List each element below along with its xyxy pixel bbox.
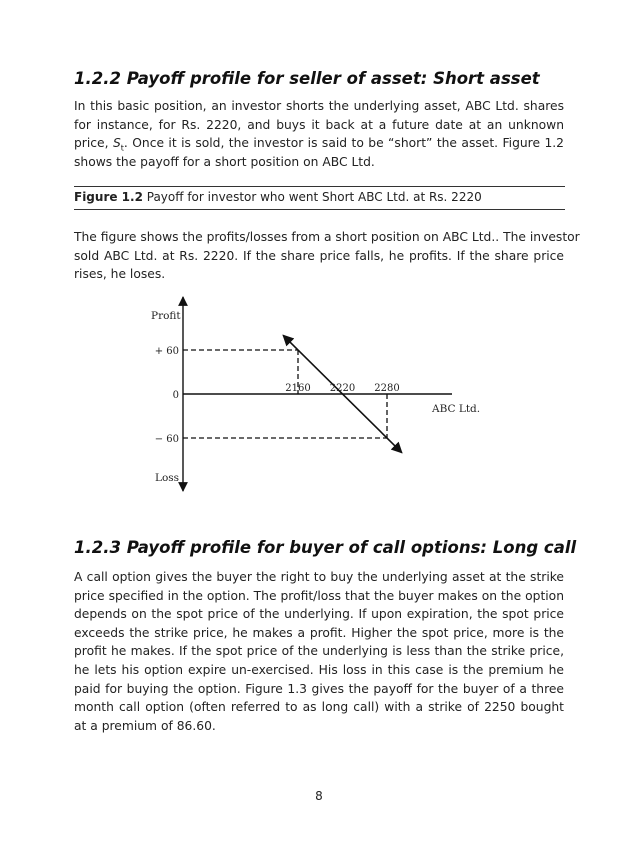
variable-s: S [112,136,121,151]
text-line: exceeds the strike price, he makes a profit. Higher the spot price, more is the [74,625,564,640]
variable-subscript: t [120,143,124,153]
x-tick-label: 2160 [285,383,311,394]
y-tick-label: 0 [172,390,179,401]
text-line: price, $S_t$. Once it is sold, the investor is said to be “short” the asset. Figure 1.2 [74,136,564,153]
y-tick-label: + 60 [154,346,179,357]
text-line: month call option (often referred to as long call) with a strike of 2250 bought [74,700,564,715]
y-tick-label: − 60 [154,434,179,445]
text-line: for instance, for Rs. 2220, and buys it back at a future date at an unknown [74,117,564,132]
y-label-loss: Loss [155,472,180,484]
text-line: sold ABC Ltd. at Rs. 2220. If the share price falls, he profits. If the share price [74,248,564,263]
y-label-profit: Profit [151,310,181,322]
section-heading-short-asset: 1.2.2 Payoff profile for seller of asset: Short asset [74,69,540,88]
figure-label: Figure 1.2 [74,190,143,204]
page-number: 8 [315,789,323,803]
text-line: he lets his option expire un-exercised. His loss in this case is the premium he [74,662,564,677]
text-line: profit he makes. If the spot price of the underlying is less than the strike price, [74,644,564,659]
text-line: paid for buying the option. Figure 1.3 gives the payoff for the buyer of a three [74,681,564,696]
figure-caption-text: Payoff for investor who went Short ABC Ltd. at Rs. 2220 [142,190,482,204]
x-axis-label: ABC Ltd. [432,403,481,415]
paragraph-long-call [74,568,564,735]
section-heading-long-call: 1.2.3 Payoff profile for buyer of call options: Long call [74,538,577,557]
text-line: shows the payoff for a short position on ABC Ltd. [74,154,375,169]
text-line: A call option gives the buyer the right to buy the underlying asset at the strike [74,570,564,584]
text-line: depends on the spot price of the underlying. If upon expiration, the spot price [74,607,564,622]
x-tick-label: 2280 [374,383,400,394]
text-line: price specified in the option. The profit/loss that the buyer makes on the option [74,588,564,603]
text-line: In this basic position, an investor shorts the underlying asset, ABC Ltd. shares [74,99,564,113]
text-line: at a premium of 86.60. [74,718,216,733]
text-line: The figure shows the profits/losses from a short position on ABC Ltd.. The investor [74,230,580,244]
text-line: rises, he loses. [74,267,166,282]
x-tick-label: 2220 [329,383,356,394]
